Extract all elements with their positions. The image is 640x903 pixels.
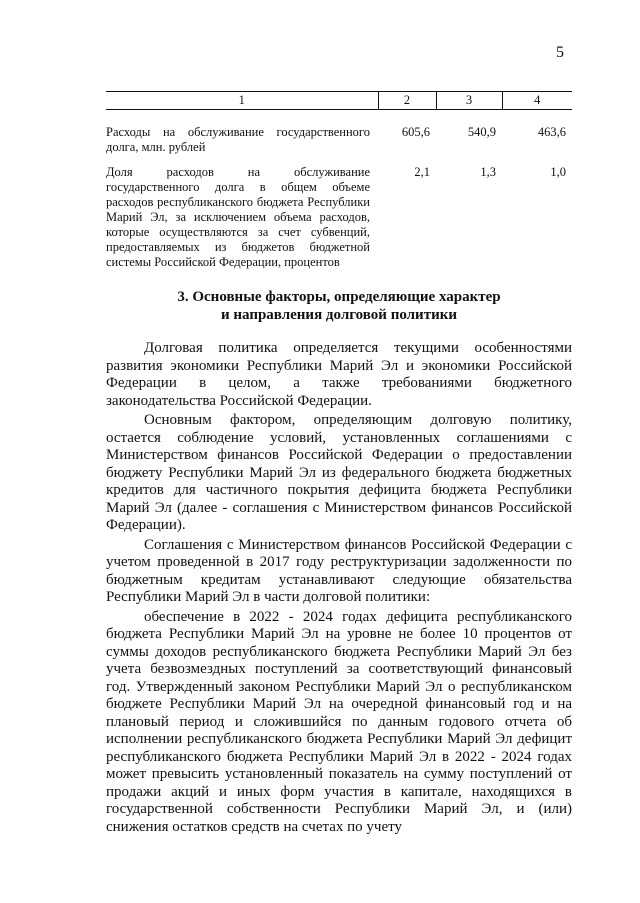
table-cell: 540,9	[467, 125, 496, 139]
table-cell: 1,0	[550, 165, 566, 179]
table-row-label: Доля расходов на обслуживание государственного долга в общем объеме расходов республиканского бюджета Республики Марий Эл, за исключением объема расходов, которые осуществляются за счет субвенций, предоставляемых из бюджетов бюджетной системы Российской Федерации, процентов	[106, 165, 370, 269]
table-cell: 605,6	[401, 125, 430, 139]
table-header-row	[106, 92, 572, 110]
body-paragraph: обеспечение в 2022 - 2024 годах дефицита республиканского бюджета Республики Марий Эл на уровне не более 10 процентов от суммы доходов республиканского бюджета Республики Марий Эл без учета безвозмездных поступлений за соответствующий финансовый год. Утвержденный законом Республики Марий Эл о республиканском бюджете Республики Марий Эл на очередной финансовый год и на плановый период и сложившийся по данным годового отчета об исполнении республиканского бюджета Республики Марий Эл дефицит республиканского бюджета Республики Марий Эл в 2022 - 2024 годах может превысить установленный показатель на сумму поступлений от продажи акций и иных форм участия в капитале, находящихся в государственной собственности Республики Марий Эл, и (или) снижения остатков средств на счетах по учету	[106, 608, 572, 835]
body-paragraph: Основным фактором, определяющим долговую политику, остается соблюдение условий, установленных соглашениями с Министерством финансов Российской Федерации о предоставлении бюджету Республики Марий Эл из федерального бюджета бюджетных кредитов для частичного покрытия дефицита бюджета Республики Марий Эл (далее - соглашения с Министерством финансов Российской Федерации).	[106, 412, 572, 533]
page-number: 5	[556, 44, 564, 61]
indicator-table	[106, 91, 572, 270]
table-row-label: Расходы на обслуживание государственного долга, млн. рублей	[106, 125, 370, 154]
section-heading-line: и направления долговой политики	[220, 307, 457, 323]
table-cell: 463,6	[537, 125, 566, 139]
table-header-cell: 3	[436, 92, 502, 110]
body-paragraph: Соглашения с Министерством финансов Российской Федерации с учетом проведенной в 2017 году реструктуризации задолженности по бюджетным кредитам устанавливают следующие обязательства Республики Марий Эл в части долговой политики:	[106, 536, 572, 605]
table-cell: 2,1	[414, 165, 430, 179]
table-row	[106, 110, 572, 156]
body-paragraph: Долговая политика определяется текущими особенностями развития экономики Республики Марий Эл и экономики Российской Федерации в целом, а также требованиями бюджетного законодательства Российской Федерации.	[106, 340, 572, 409]
table-row	[106, 155, 572, 270]
section-body	[106, 340, 572, 838]
table-cell: 1,3	[480, 165, 496, 179]
table-header-cell: 2	[378, 92, 436, 110]
table-header-cell: 1	[106, 92, 378, 110]
table-header-cell: 4	[502, 92, 572, 110]
section-heading	[106, 288, 572, 324]
section-heading-line: 3. Основные факторы, определяющие характер	[177, 289, 501, 305]
